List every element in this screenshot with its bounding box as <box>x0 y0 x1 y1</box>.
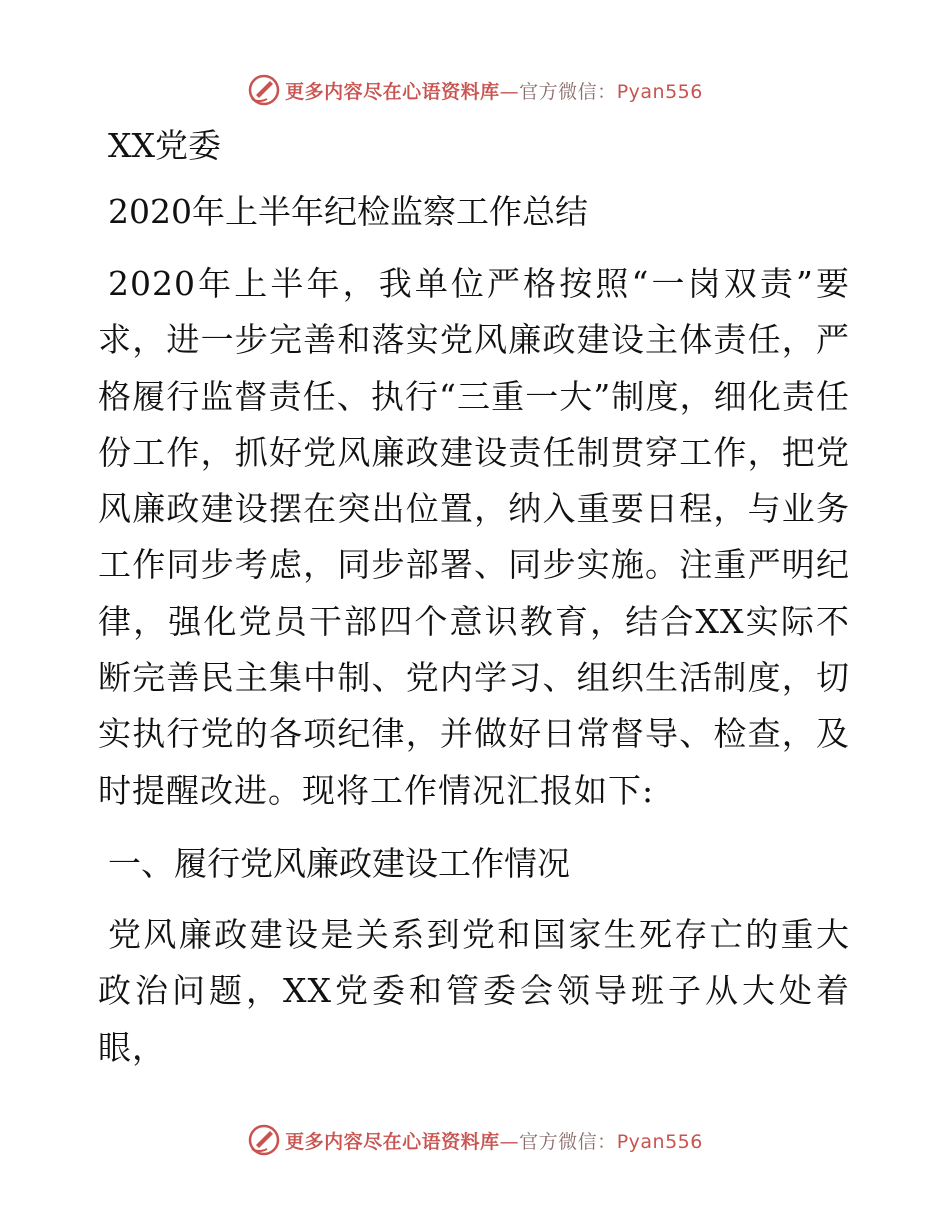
section-paragraph: 党风廉政建设是关系到党和国家生死存亡的重大政治问题，XX党委和管委会领导班子从大处着眼， <box>98 914 850 1067</box>
watermark-account: Pyan556 <box>616 80 703 103</box>
watermark-text <box>285 1127 703 1154</box>
document-body <box>98 124 850 1096</box>
header-watermark <box>0 70 950 110</box>
section-heading: 一、履行党风廉政建设工作情况 <box>108 843 570 883</box>
logo-icon <box>247 73 281 107</box>
watermark-wechat-label: 官方微信： <box>519 1130 617 1153</box>
watermark-main: 更多内容尽在心语资料库 <box>285 80 500 103</box>
watermark-main: 更多内容尽在心语资料库 <box>285 1130 500 1153</box>
watermark-text <box>285 77 703 104</box>
watermark-wechat-label: 官方微信： <box>519 80 617 103</box>
watermark-dash: — <box>499 1130 520 1153</box>
footer-watermark <box>0 1120 950 1160</box>
intro-paragraph: 2020年上半年，我单位严格按照“一岗双责”要求，进一步完善和落实党风廉政建设主体责任，严格履行监督责任、执行“三重一大”制度，细化责任份工作，抓好党风廉政建设责任制贯穿工作，把党风廉政建设摆在突出位置，纳入重要日程，与业务工作同步考虑，同步部署、同步实施。注重严明纪律，强化党员干部四个意识教育，结合XX实际不断完善民主集中制、党内学习、组织生活制度，切实执行党的各项纪律，并做好日常督导、检查，及时提醒改进。现将工作情况汇报如下: <box>98 264 850 810</box>
org-name: XX党委 <box>108 126 221 165</box>
document-title: 2020年上半年纪检监察工作总结 <box>108 192 588 231</box>
watermark-dash: — <box>499 80 520 103</box>
watermark-account: Pyan556 <box>616 1130 703 1153</box>
logo-icon <box>247 1123 281 1157</box>
